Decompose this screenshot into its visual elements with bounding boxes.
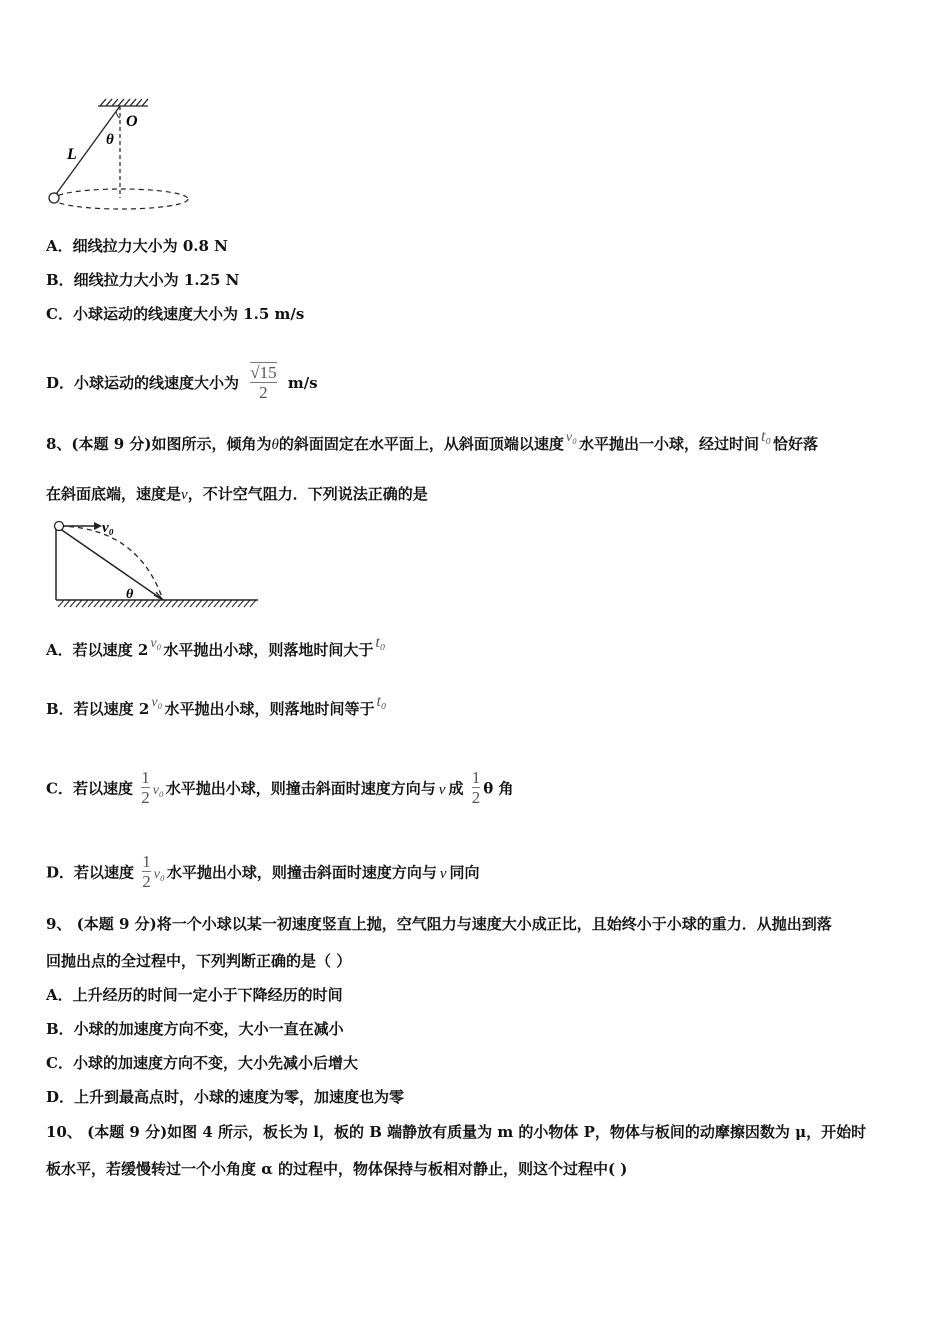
- q8-c-half-num-2: 1: [471, 768, 481, 787]
- q8-d-text-2: 水平抛出小球，则撞击斜面时速度方向与: [166, 863, 437, 882]
- q9-stem-line1: 9、 (本题 9 分)将一个小球以某一初速度竖直上抛，空气阻力与速度大小成正比，且始终小于小球的重力．从抛出到落: [46, 915, 832, 933]
- q8-b-text-2: 水平抛出小球，则落地时间等于: [164, 700, 375, 718]
- q7-option-c: C．小球运动的线速度大小为 1.5 m/s: [46, 305, 305, 323]
- q8-stem-text-4: 恰好落: [773, 435, 819, 453]
- q8-d-v: v: [439, 865, 447, 882]
- ceiling-hatch: [98, 99, 148, 106]
- q8-v: v: [181, 487, 188, 503]
- projectile-ball: [55, 522, 64, 531]
- q8-d-half-den: 2: [142, 872, 151, 891]
- q9-option-b: B．小球的加速度方向不变，大小一直在减小: [46, 1020, 344, 1038]
- fig8-label-v0: v₀: [102, 520, 114, 536]
- q8-d-half-fraction: [142, 852, 151, 891]
- label-theta: θ: [106, 132, 114, 148]
- q8-c-text-1: C．若以速度: [46, 779, 133, 798]
- q9-option-d: D．上升到最高点时，小球的速度为零，加速度也为零: [46, 1088, 405, 1106]
- q7-d-fraction: [250, 362, 276, 402]
- q8-stem-line1: [46, 428, 819, 456]
- q8-c-half-den: 2: [141, 788, 150, 807]
- q8-b-v0: v₀: [151, 695, 163, 710]
- q8-theta: θ: [271, 437, 279, 453]
- q8-c-half-fraction: [141, 768, 150, 807]
- q8-c-half-num: 1: [141, 768, 150, 787]
- q8-c-v0: v₀: [152, 782, 164, 798]
- q9-option-a: A．上升经历的时间一定小于下降经历的时间: [46, 986, 343, 1004]
- q8-stem-text-6: ，不计空气阻力．下列说法正确的是: [187, 485, 428, 503]
- q10-stem-line1: 10、 (本题 9 分)如图 4 所示，板长为 l，板的 B 端静放有质量为 m 的小物体 P，物体与板间的动摩擦因数为 μ，开始时: [46, 1123, 867, 1141]
- pendulum-ball: [49, 193, 59, 203]
- q9-stem-line2: 回抛出点的全过程中，下列判断正确的是（ ）: [46, 952, 352, 970]
- q8-d-text-3: 同向: [449, 863, 480, 882]
- q8-option-d: [46, 854, 480, 893]
- velocity-arrowhead: [94, 522, 102, 530]
- q8-stem-text-5: 在斜面底端，速度是: [46, 485, 182, 503]
- q8-c-text-4: θ 角: [483, 779, 514, 798]
- q9-option-c: C．小球的加速度方向不变，大小先减小后增大: [46, 1054, 358, 1072]
- ground-hatch: [58, 600, 256, 607]
- q8-b-t0: t₀: [376, 693, 387, 710]
- circular-path-dashed: [54, 189, 188, 209]
- q8-a-text-1: A．若以速度 2: [46, 641, 149, 659]
- q7-option-a: A．细线拉力大小为 0.8 N: [46, 237, 228, 255]
- label-O: O: [126, 113, 138, 130]
- conical-pendulum-figure: [40, 96, 200, 216]
- q8-c-v: v: [438, 781, 446, 798]
- q8-stem-text-2: 的斜面固定在水平面上，从斜面顶端以速度: [278, 435, 564, 453]
- q8-t0: t₀: [761, 428, 772, 445]
- q7-d-unit: m/s: [287, 374, 318, 392]
- fig8-label-theta: θ: [126, 587, 134, 602]
- q8-a-t0: t₀: [375, 634, 386, 651]
- pendulum-string: [54, 106, 120, 197]
- q8-v0: v₀: [565, 430, 577, 445]
- incline-projectile-figure: [46, 516, 266, 612]
- q8-d-text-1: D．若以速度: [46, 863, 135, 882]
- q8-c-half-fraction-2: [472, 768, 481, 807]
- q8-a-text-2: 水平抛出小球，则落地时间大于: [163, 641, 374, 659]
- q8-c-text-3: 成: [448, 779, 464, 798]
- q8-stem-text-3: 水平抛出一小球，经过时间: [579, 435, 760, 453]
- q7-d-prefix: D．小球运动的线速度大小为: [46, 374, 240, 392]
- q8-c-text-2: 水平抛出小球，则撞击斜面时速度方向与: [165, 779, 436, 798]
- q8-option-b: [46, 693, 387, 721]
- q8-d-half-num: 1: [142, 852, 151, 871]
- q8-stem-line2: [46, 484, 428, 505]
- q7-option-b: B．细线拉力大小为 1.25 N: [46, 271, 240, 289]
- q8-c-half-den-2: 2: [471, 788, 481, 807]
- q8-stem-text-1: 8、(本题 9 分)如图所示，倾角为: [46, 435, 272, 453]
- incline-slope: [56, 526, 163, 600]
- q8-option-c: [46, 770, 513, 809]
- q8-a-v0: v₀: [150, 636, 162, 651]
- q7-option-d: [46, 364, 318, 404]
- q8-b-text-1: B．若以速度 2: [46, 700, 150, 718]
- q10-stem-line2: 板水平，若缓慢转过一个小角度 α 的过程中，物体保持与板相对静止，则这个过程中( ): [46, 1160, 628, 1178]
- q8-d-v0: v₀: [153, 866, 165, 882]
- q8-option-a: [46, 634, 386, 662]
- q7-d-sqrt: √15: [250, 363, 277, 382]
- label-L: L: [67, 146, 77, 163]
- q7-d-den: 2: [259, 383, 268, 402]
